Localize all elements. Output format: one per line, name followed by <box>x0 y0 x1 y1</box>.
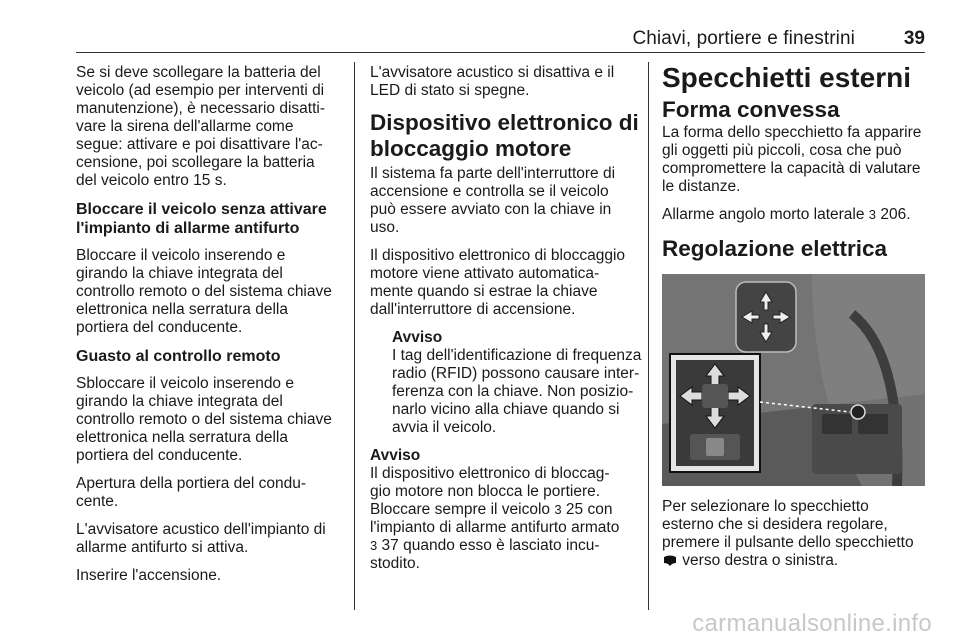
paragraph-activation: Il dispositivo elettronico di bloccaggio motore viene attivato automatica- mente quando si estrae la chiave dall'interruttore di accensione. <box>370 247 626 318</box>
notice-label: Avviso <box>392 329 443 346</box>
mirror-select-icon <box>662 554 678 572</box>
heading-lock-without-alarm: Bloccare il veicolo senza attivare l'impianto di allarme antifurto <box>76 201 327 237</box>
column-divider-1 <box>354 62 355 610</box>
paragraph-led-off: L'avvisatore acustico si disattiva e il LED di stato si spegne. <box>370 64 615 99</box>
column-divider-2 <box>648 62 649 610</box>
header-title: Chiavi, portiere e finestrini <box>632 28 855 49</box>
paragraph-ignition: Inserire l'accensione. <box>76 567 222 584</box>
heading-immobilizer: Dispositivo elettronico di bloccaggio motore <box>370 110 639 161</box>
header-rule <box>76 52 925 53</box>
paragraph-unlock: Sbloccare il veicolo inserendo e girando la chiave integrata del controllo remoto o del sistema chiave elettronica nella serratura della portiera del conducente. <box>76 375 332 464</box>
page-number: 39 <box>903 28 925 49</box>
paragraph-convex: La forma dello specchietto fa apparire gli oggetti più piccoli, cosa che può compromettere la capacità di valutare le distanze. <box>662 124 922 195</box>
notice-doors <box>370 447 642 573</box>
heading-exterior-mirrors: Specchietti esterni <box>662 62 911 93</box>
heading-convex: Forma convessa <box>662 97 840 122</box>
paragraph-battery: Se si deve scollegare la batteria del veicolo (ad esempio per interventi di manutenzione), è necessario disatti- vare la sirena dell'allarme come segue: attivare e poi disattivare l'ac- censione, poi scollegare la batteria del veicolo entro 15 s. <box>76 64 325 189</box>
column-3 <box>662 64 928 582</box>
page-ref-icon: 3 <box>554 502 562 517</box>
heading-electric-adjust: Regolazione elettrica <box>662 236 888 261</box>
paragraph-select-mirror: Per selezionare lo specchietto esterno che si desidera regolare, premere il pulsante dello specchietto verso destra o sinistra. <box>662 498 928 572</box>
paragraph-alarm: L'avvisatore acustico dell'impianto di allarme antifurto si attiva. <box>76 521 326 556</box>
page-ref-icon: 3 <box>370 538 378 553</box>
page-ref-link[interactable]: 37 <box>381 537 399 554</box>
column-1 <box>76 64 348 595</box>
watermark: carmanualsonline.info <box>692 610 932 637</box>
paragraph-system: Il sistema fa parte dell'interruttore di accensione e controlla se il veicolo può essere avviato con la chiave in uso. <box>370 165 616 236</box>
notice-text: Il dispositivo elettronico di bloccag- gio motore non blocca le portiere. Bloccare sempre il veicolo 3 25 con l'impianto di allarme antifurto armato 3 37 quando esso è lasciato incu- stodito. <box>370 465 620 572</box>
page-ref-link[interactable]: 25 <box>565 501 584 518</box>
page-ref-icon: 3 <box>868 207 877 222</box>
notice-rfid <box>392 329 642 437</box>
heading-remote-fault: Guasto al controllo remoto <box>76 348 281 365</box>
page-header <box>76 24 925 52</box>
notice-text: I tag dell'identificazione di frequenza radio (RFID) possono causare inter- ferenza con la chiave. Non posizio- narlo vicino alla chiave quando si avvia il veicolo. <box>392 347 642 436</box>
notice-label: Avviso <box>370 447 421 464</box>
column-2 <box>370 64 642 583</box>
mirror-control-figure <box>662 274 925 486</box>
page-ref-link[interactable]: 206. <box>880 206 911 223</box>
paragraph-lock: Bloccare il veicolo inserendo e girando la chiave integrata del controllo remoto o del sistema chiave elettronica nella serratura della portiera del conducente. <box>76 247 332 336</box>
paragraph-blind-spot: Allarme angolo morto laterale 3 206. <box>662 206 911 223</box>
paragraph-open-door: Apertura della portiera del condu- cente. <box>76 475 307 510</box>
